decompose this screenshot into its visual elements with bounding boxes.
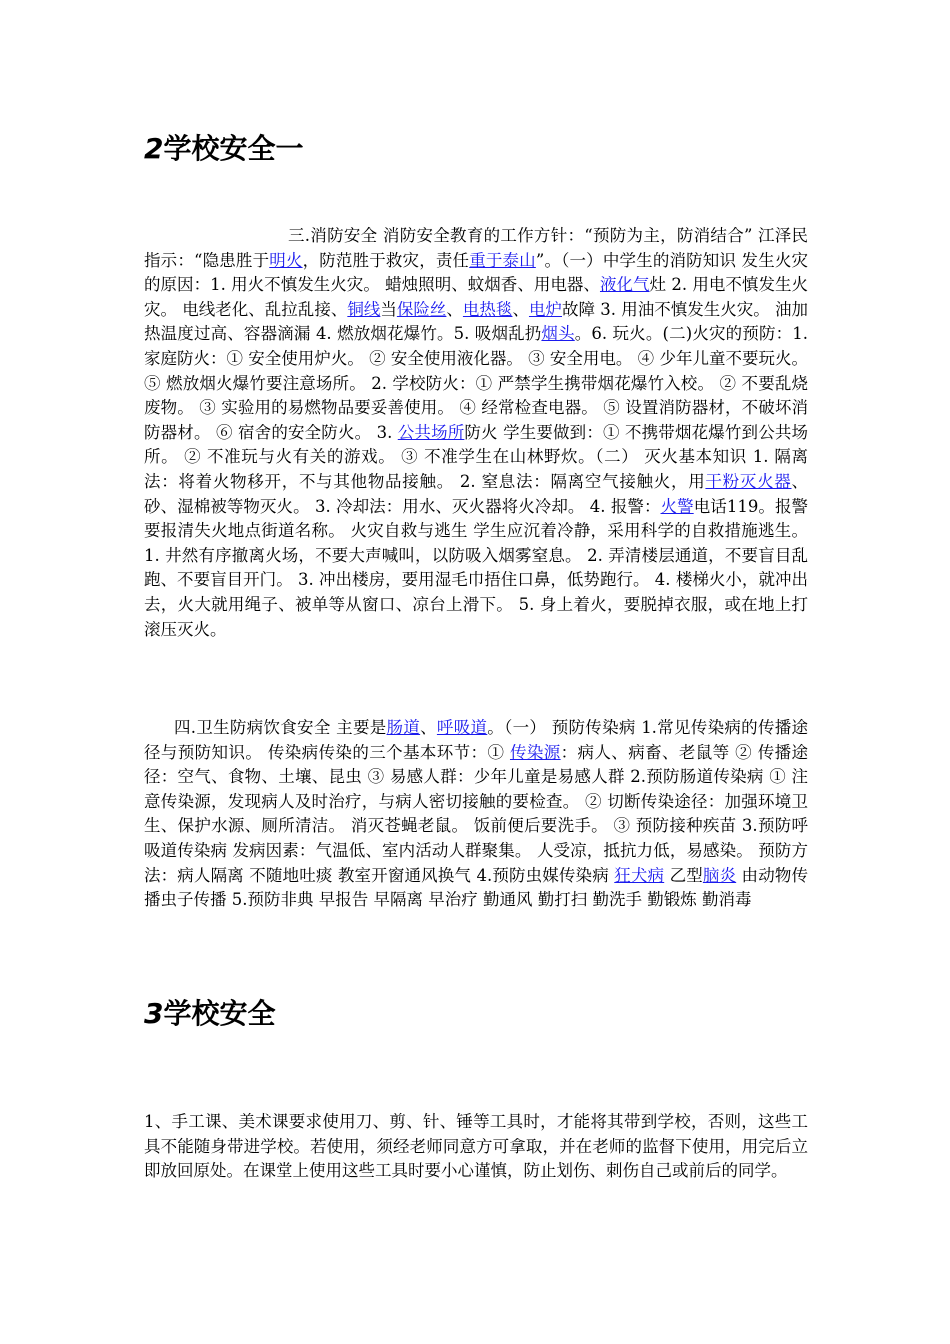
section-3-heading [144, 996, 276, 1032]
paragraph-text: 。6. 玩火。(二)火灾的预防：1. 家庭防火：① 安全使用炉火。 ② 安全使用液化器。 ③ 安全用电。 ④ 少年儿童不要玩火。 ⑤ 燃放烟火爆竹要注意场所。 2. 学校防火：① 严禁学生携带烟花爆竹入校。 ② 不要乱烧废物。 ③ 实验用的易燃物品要妥善使用。 ④ 经常检查电器。 ⑤ 设置消防器材，不破坏消防器材。 ⑥ 宿舍的安全防火。 3. [144, 324, 808, 442]
paragraph-text: 、 [420, 718, 437, 737]
paragraph-text: 故障 3. 用油不慎发生火灾。 油加热温度过高、容器滴漏 4. 燃放烟花爆竹。5. 吸烟乱扔 [144, 299, 809, 344]
section-3-tools-paragraph [144, 1110, 808, 1184]
paragraph-text: 当 [380, 299, 397, 319]
inline-link[interactable]: 保险丝 [396, 299, 447, 319]
paragraph-text: 灶 2. 用电不慎发生火灾。 电线老化、乱拉乱接、 [144, 275, 809, 319]
section-3-title: 学校安全 [163, 997, 276, 1030]
inline-link[interactable]: 传染源 [509, 742, 561, 762]
inline-link[interactable]: 肠道 [386, 718, 421, 737]
section-2-title: 学校安全一 [163, 132, 304, 165]
paragraph-text: ：病人、病畜、老鼠等 ② 传播途径：空气、食物、土壤、昆虫 ③ 易感人群：少年儿童是易感人群 2.预防肠道传染病 ① 注意传染源，发现病人及时治疗，与病人密切接触的要检查。 ② 切断传染途径：加强环境卫生、保护水源、厕所清洁。 消灭苍蝇老鼠。 饭前便后要洗手。 ③ 预防接种疾苗 3.预防呼吸道传染病 发病因素：气温低、室内活动人群聚集。 人受凉，抵抗力低，易感染。 预防方法：病人隔离 不随地吐痰 教室开窗通风换气 4.预防虫媒传染病 [144, 742, 808, 885]
inline-link[interactable]: 干粉灭火器 [705, 471, 792, 491]
paragraph-text: 三.消防安全 消防安全教育的工作方针：“预防为主，防消结合” 江泽民指示：“隐患胜于 [144, 226, 808, 270]
inline-link[interactable]: 脑炎 [702, 865, 737, 885]
paragraph-text: 、 [512, 299, 529, 319]
inline-link[interactable]: 液化气 [599, 275, 650, 295]
inline-link[interactable]: 电热毯 [462, 299, 513, 319]
inline-link[interactable]: 公共场所 [397, 422, 465, 442]
inline-link[interactable]: 重于泰山 [469, 250, 536, 270]
inline-link[interactable]: 呼吸道 [436, 718, 488, 737]
paragraph-text: 乙型 [664, 865, 703, 885]
paragraph-text: 1、手工课、美术课要求使用刀、剪、针、锤等工具时，才能将其带到学校，否则，这些工具不能随身带进学校。若使用，须经老师同意方可拿取，并在老师的监督下使用，用完后立即放回原处。在课堂上使用这些工具时要小心谨慎，防止划伤、刺伤自己或前后的同学。 [144, 1112, 808, 1181]
paragraph-text: 、 [446, 299, 463, 319]
section-2-fire-safety-paragraph [144, 224, 808, 642]
inline-link[interactable]: 铜线 [347, 299, 381, 319]
paragraph-text: 防火 学生要做到：① 不携带烟花爆竹到公共场所。 ② 不准玩与火有关的游戏。 ③ 不准学生在山林野炊。（二） 灭火基本知识 1. 隔离法：将着火物移开，不与其他物品接触。 2. 窒息法：隔离空气接触火，用 [144, 422, 808, 491]
paragraph-text: ”。（一）中学生的消防知识 发生火灾的原因：1. 用火不慎发生火灾。 蜡烛照明、蚊烟香、用电器、 [144, 250, 809, 295]
paragraph-text: 。（一） 预防传染病 1.常见传染病的传播途径与预防知识。 传染病传染的三个基本环节：① [144, 718, 809, 762]
paragraph-text: 电话119。报警要报清失火地点街道名称。 火灾自救与逃生 学生应沉着冷静，采用科学的自救措施逃生。 1. 井然有序撤离火场，不要大声喊叫，以防吸入烟雾窒息。 2. 弄清楼层通道，不要盲目乱跑、不要盲目开门。 3. 冲出楼房，要用湿毛巾捂住口鼻，低势跑行。 4. 楼梯火小，就冲出去，火大就用绳子、被单等从窗口、凉台上滑下。 5. 身上着火，要脱掉衣服，或在地上打滚压灭火。 [144, 496, 809, 639]
paragraph-text: ，防范胜于救灾，责任 [302, 250, 470, 270]
section-2-number: 2 [144, 132, 164, 165]
inline-link[interactable]: 狂犬病 [614, 865, 665, 885]
paragraph-text: 、砂、湿棉被等物灭火。 3. 冷却法：用水、灭火器将火冷却。 4. 报警： [144, 471, 809, 516]
paragraph-text: 四.卫生防病饮食安全 主要是 [174, 718, 387, 737]
section-3-number: 3 [144, 997, 164, 1030]
section-2-hygiene-paragraph [144, 716, 808, 913]
inline-link[interactable]: 烟头 [541, 324, 575, 344]
section-2-heading [144, 131, 304, 167]
inline-link[interactable]: 火警 [660, 496, 694, 516]
inline-link[interactable]: 电炉 [528, 299, 562, 319]
paragraph-text: 由动物传播虫子传播 5.预防非典 早报告 早隔离 早治疗 勤通风 勤打扫 勤洗手 勤锻炼 勤消毒 [144, 865, 808, 910]
inline-link[interactable]: 明火 [269, 250, 303, 270]
